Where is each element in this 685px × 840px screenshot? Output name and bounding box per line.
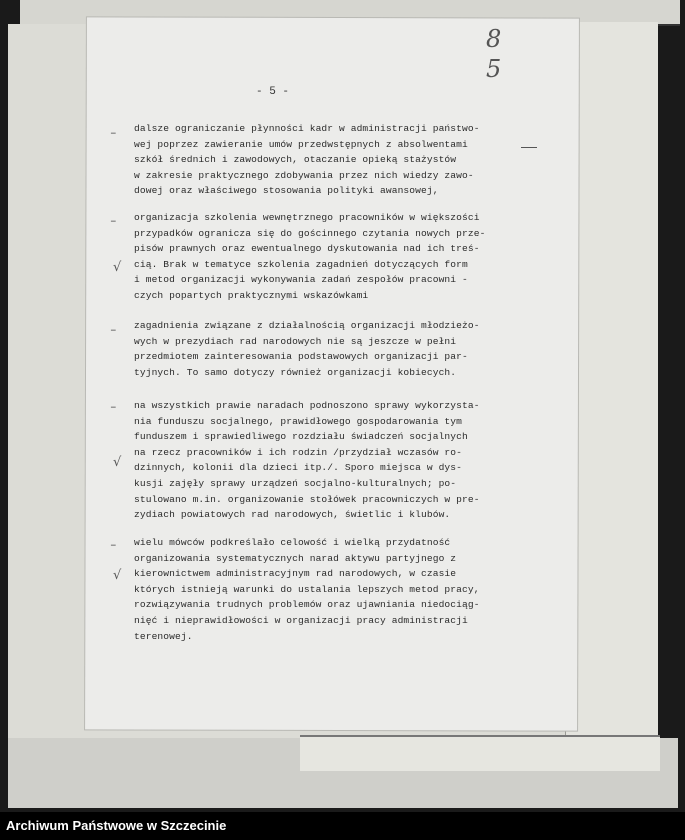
bullet-dash: – — [110, 216, 117, 228]
text-line: wej poprzez zawieranie umów przedwstępnych z absolwentami — [134, 138, 468, 150]
folio-mark-bottom: 5 — [486, 55, 502, 83]
paragraph-4 — [134, 398, 534, 523]
text-line: kierownictwem administracyjnym rad narodowych, w czasie — [134, 568, 457, 580]
text-line: dowej oraz właściwego stosowania polityki awansowej, — [134, 185, 439, 197]
archive-label: Archiwum Państwowe w Szczecinie — [6, 818, 227, 833]
text-line: organizowania systematycznych narad aktywu partyjnego z — [134, 552, 457, 564]
text-line: przypadków ogranicza się do gościnnego czytania nowych prze- — [134, 227, 486, 239]
archive-footer — [0, 812, 685, 840]
paragraph-3 — [134, 318, 534, 380]
text-line: szkół średnich i zawodowych, otaczanie opieką stażystów — [134, 154, 457, 166]
text-line: przedmiotem zainteresowania podstawowych organizacji par- — [134, 351, 468, 363]
text-line: pisów prawnych oraz ewentualnego dyskutowania nad ich treś- — [134, 243, 480, 255]
text-line: zagadnienia związane z działalnością organizacji młodzieżo- — [134, 320, 480, 331]
bullet-dash: – — [110, 325, 117, 337]
text-line: na rzecz pracowników i ich rodzin /przydział wczasów ro- — [134, 446, 463, 458]
bullet-dash: – — [110, 540, 117, 552]
text-line: wych w prezydiach rad narodowych nie są jeszcze w pełni — [134, 335, 457, 347]
text-line: nięć i nieprawidłowości w organizacji pracy administracji — [134, 614, 468, 626]
text-line: zydiach powiatowych rad narodowych, świetlic i klubów. — [134, 509, 451, 521]
text-line: których istnieją warunki do ustalania lepszych metod pracy, — [134, 583, 480, 595]
text-line: kusji zajęły sprawy urządzeń socjalno-kulturalnych; po- — [134, 477, 457, 489]
text-line: wielu mówców podkreślało celowość i wielką przydatność — [134, 537, 451, 548]
text-line: organizacja szkolenia wewnętrznego pracowników w większości — [134, 212, 480, 223]
back-sheet-edge — [565, 22, 658, 767]
page-number: - 5 - — [256, 86, 290, 98]
text-line: nia funduszu socjalnego, prawidłowego gospodarowania tym — [134, 415, 463, 427]
text-line: funduszem i sprawiedliwego rozdziału świadczeń socjalnych — [134, 431, 468, 443]
folio-mark-top: 8 — [486, 25, 502, 53]
bullet-dash: – — [110, 128, 117, 140]
paragraph-2 — [134, 210, 534, 304]
margin-check-mark: √ — [113, 568, 122, 583]
text-line: dalsze ograniczanie płynności kadr w administracji państwo- — [134, 123, 480, 134]
bullet-dash: – — [110, 402, 117, 414]
margin-check-mark: √ — [113, 455, 122, 470]
text-line: tyjnych. To samo dotyczy również organizacji kobiecych. — [134, 366, 457, 378]
text-line: cią. Brak w tematyce szkolenia zagadnień dotyczących form — [134, 258, 468, 270]
text-line: czych popartych praktycznymi wskazówkami — [134, 289, 369, 301]
folio-marks — [486, 24, 501, 84]
text-line: stulowano m.in. organizowanie stołówek pracowniczych w pre- — [134, 493, 480, 505]
bottom-sheet-fold — [300, 735, 660, 771]
paragraph-1 — [134, 121, 534, 199]
paragraph-5 — [134, 535, 534, 644]
text-line: na wszystkich prawie naradach podnoszono sprawy wykorzysta- — [134, 400, 480, 411]
text-line: i metod organizacji wykonywania zadań zespołów pracowni - — [134, 274, 468, 286]
text-line: w zakresie praktycznego zdobywania przez nich wiedzy zawo- — [134, 169, 474, 181]
text-line: rozwiązywania trudnych problemów oraz ujawniania niedociąg- — [134, 599, 480, 611]
text-line: dzinnych, kolonii dla dzieci itp./. Sporo miejsca w dys- — [134, 462, 463, 474]
text-line: terenowej. — [134, 630, 193, 642]
margin-check-mark: √ — [113, 260, 122, 275]
